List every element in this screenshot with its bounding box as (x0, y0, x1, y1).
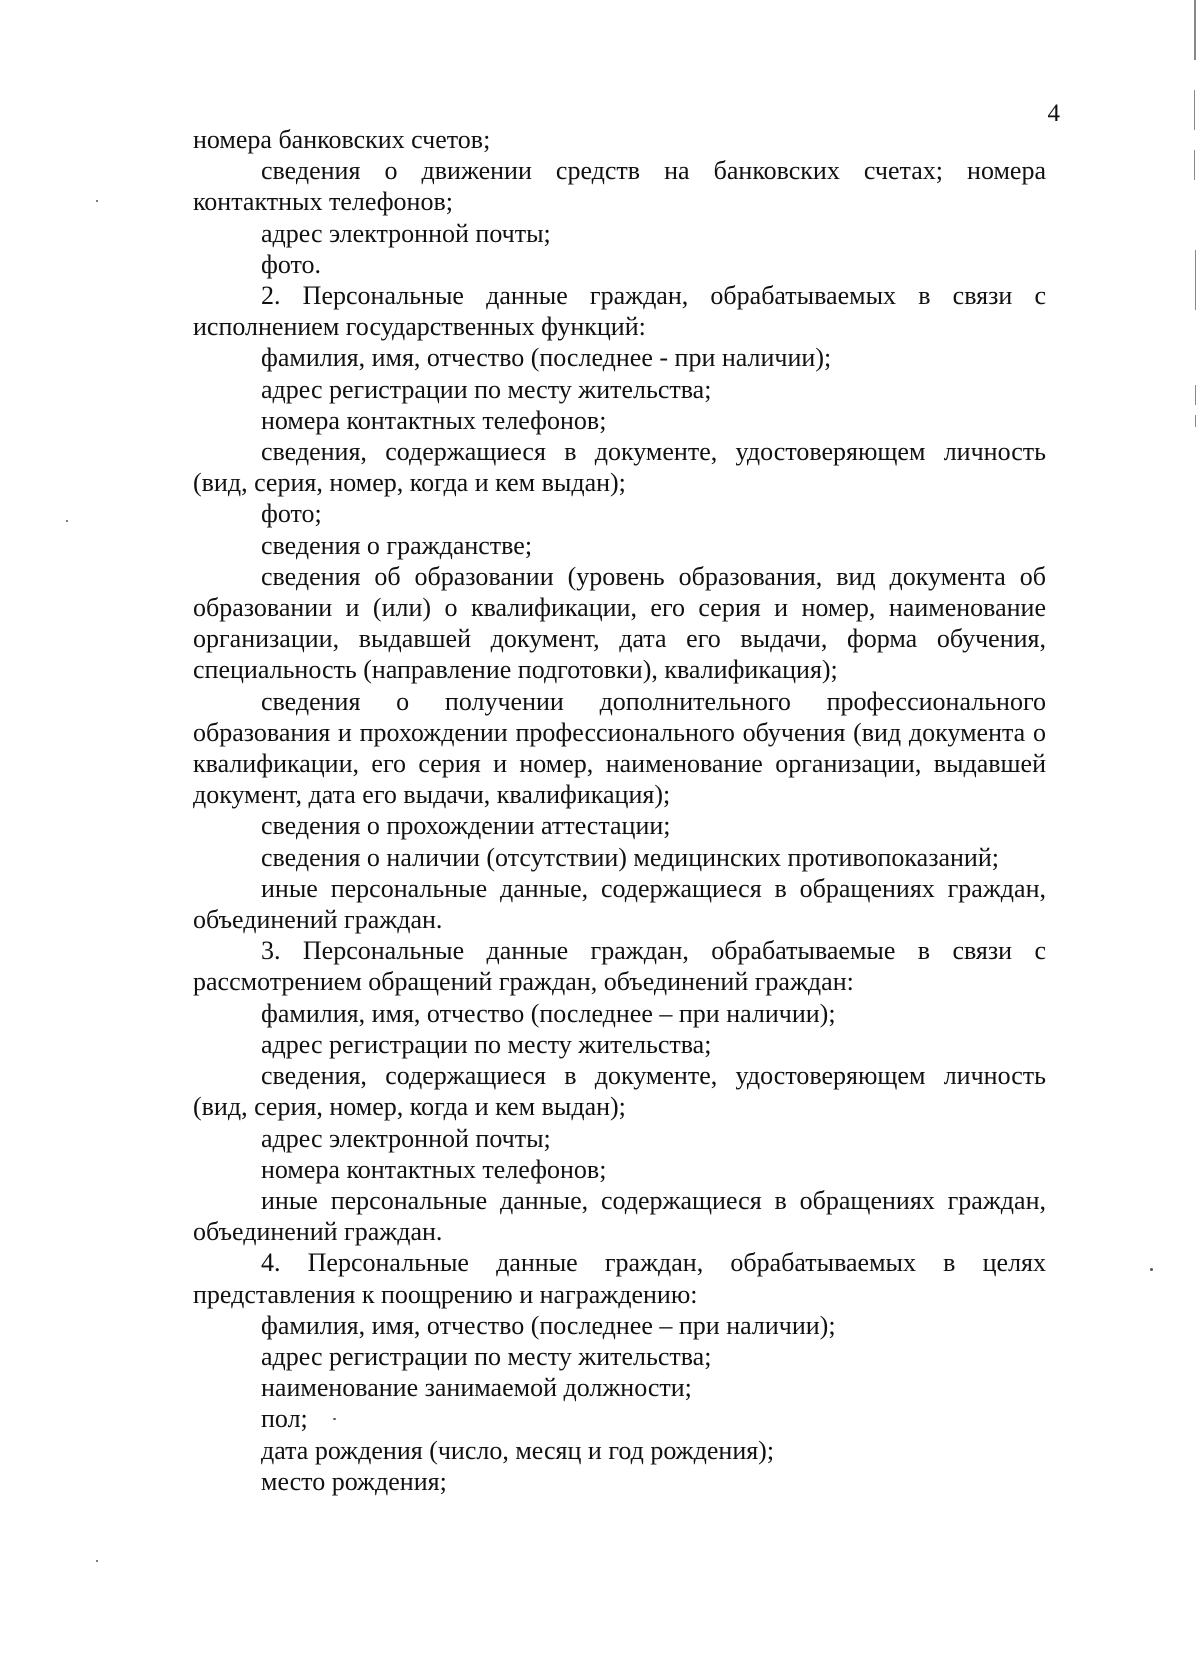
scan-speck (66, 520, 68, 522)
scan-speck (1150, 1268, 1153, 1271)
paragraph: адрес регистрации по месту жительства; (261, 374, 712, 404)
paragraph: фото; (261, 499, 322, 529)
paragraph: иные персональные данные, содержащиеся в обращениях граждан, объединений граждан. (193, 1185, 1046, 1247)
paragraph: фамилия, имя, отчество (последнее – при наличии); (261, 998, 836, 1028)
paragraph: адрес электронной почты; (261, 218, 551, 248)
paragraph: фамилия, имя, отчество (последнее - при наличии); (261, 343, 832, 373)
page-number: 4 (1047, 100, 1060, 127)
paragraph: сведения об образовании (уровень образования, вид документа об образовании и (или) о квалификации, его серия и номер, наименование организации, выдавшей документ, дата его выдачи, форма обучения, специальность (направление подготовки), квалификация); (193, 561, 1046, 685)
paragraph: сведения о наличии (отсутствии) медицинских противопоказаний; (261, 842, 999, 872)
scan-edge-mark (1195, 385, 1196, 405)
paragraph: номера контактных телефонов; (261, 1154, 607, 1184)
paragraph: фото. (261, 249, 322, 279)
paragraph: место рождения; (261, 1466, 447, 1496)
paragraph: сведения о гражданстве; (261, 530, 533, 560)
scan-edge-mark (1194, 90, 1195, 130)
paragraph: номера банковских счетов; (193, 125, 491, 154)
scan-edge-mark (1194, 0, 1196, 60)
paragraph: фамилия, имя, отчество (последнее – при наличии); (261, 1310, 836, 1340)
scan-edge-mark (1195, 250, 1196, 310)
scan-speck (96, 200, 98, 202)
paragraph: адрес регистрации по месту жительства; (261, 1029, 712, 1059)
paragraph: сведения о прохождении аттестации; (261, 811, 671, 841)
paragraph: номера контактных телефонов; (261, 405, 607, 435)
scan-edge-mark (1195, 415, 1196, 427)
section-heading-2: 2. Персональные данные граждан, обрабатываемых в связи с исполнением государственных функций: (193, 281, 1046, 342)
paragraph: адрес электронной почты; (261, 1123, 551, 1153)
scan-speck (333, 1418, 336, 1420)
paragraph: сведения о получении дополнительного профессионального образования и прохождении профессионального обучения (вид документа о квалификации, его серия и номер, наименование организации, выдавшей документ, дата его выдачи, квалификация); (193, 686, 1046, 810)
paragraph: наименование занимаемой должности; (261, 1373, 692, 1403)
paragraph: иные персональные данные, содержащиеся в обращениях граждан, объединений граждан. (193, 873, 1046, 935)
section-heading-4: 4. Персональные данные граждан, обрабатываемых в целях представления к поощрению и награждению: (193, 1248, 1046, 1309)
paragraph: пол; (261, 1404, 308, 1434)
document-body (193, 124, 1046, 1497)
paragraph: сведения, содержащиеся в документе, удостоверяющем личность (вид, серия, номер, когда и кем выдан); (193, 1061, 1046, 1122)
paragraph: сведения о движении средств на банковских счетах; номера контактных телефонов; (193, 156, 1046, 217)
paragraph: сведения, содержащиеся в документе, удостоверяющем личность (вид, серия, номер, когда и кем выдан); (193, 437, 1046, 498)
section-heading-3: 3. Персональные данные граждан, обрабатываемые в связи с рассмотрением обращений граждан, объединений граждан: (193, 936, 1046, 997)
scan-edge-mark (1194, 150, 1195, 180)
scan-speck (96, 1560, 98, 1562)
paragraph: дата рождения (число, месяц и год рождения); (261, 1435, 775, 1465)
paragraph: адрес регистрации по месту жительства; (261, 1341, 712, 1371)
